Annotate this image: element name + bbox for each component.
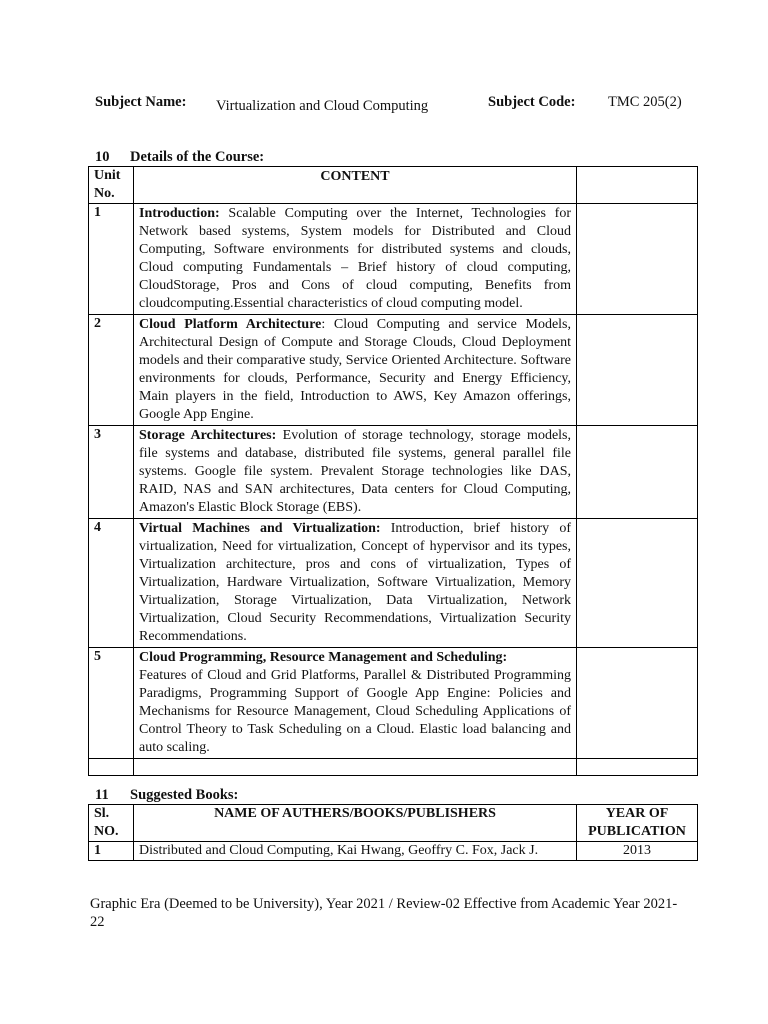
subject-code-label: Subject Code: — [488, 94, 576, 110]
unit-text: Features of Cloud and Grid Platforms, Parallel & Distributed Programming Paradigms, Programming Support of Google App Engine: Policies and Mechanisms for Resource Management, Cloud Scheduling Applications of Control Theory to Task Scheduling on a Cloud. Elastic load balancing and auto scaling. — [139, 668, 571, 755]
table-row — [89, 648, 698, 759]
empty-cell — [89, 759, 134, 776]
unit-number: 1 — [89, 204, 134, 315]
table-row — [89, 315, 698, 426]
subject-row — [0, 94, 768, 118]
extra-cell — [577, 315, 698, 426]
unit-title: Introduction: — [139, 206, 220, 221]
table-row — [89, 204, 698, 315]
page-footer: Graphic Era (Deemed to be University), Year 2021 / Review-02 Effective from Academic Year 2021-22 — [90, 896, 678, 930]
extra-cell — [577, 519, 698, 648]
unit-text: : Cloud Computing and service Models, Architectural Design of Compute and Storage Clouds, Cloud Deployment models and their comparative study, Service Oriented Architecture. Software environments for clouds, Performance, Security and Energy Efficiency, Main players in the field, Introduction to AWS, Key Amazon offerings, Google App Engine. — [139, 317, 571, 422]
unit-header: Unit No. — [89, 167, 134, 204]
course-section-heading — [95, 149, 264, 166]
unit-number: 5 — [89, 648, 134, 759]
books-table — [88, 804, 698, 861]
subject-code-value: TMC 205(2) — [608, 94, 682, 110]
books-section-heading — [95, 787, 238, 804]
table-row — [89, 842, 698, 861]
unit-title: Virtual Machines and Virtualization: — [139, 521, 381, 536]
unit-content — [134, 315, 577, 426]
unit-number: 2 — [89, 315, 134, 426]
course-table-header — [89, 167, 698, 204]
table-row — [89, 519, 698, 648]
books-section-number: 11 — [95, 787, 109, 803]
year-header: YEAR OF PUBLICATION — [577, 805, 698, 842]
course-section-title: Details of the Course: — [130, 149, 265, 165]
subject-name-label: Subject Name: — [95, 94, 187, 110]
unit-text: Evolution of storage technology, storage models, file systems and database, distributed file systems, general parallel file systems. Google file system. Prevalent Storage technologies like DAS, RAID, NAS and SAN architectures, Data centers for Cloud Computing, Amazon's Elastic Block Storage (EBS). — [139, 428, 571, 515]
unit-text: Scalable Computing over the Internet, Technologies for Network based systems, System models for Distributed and Cloud Computing, Software environments for distributed systems and clouds, Cloud computing Fundamentals – Brief history of cloud computing, CloudStorage, Pros and Cons of cloud computing, Benefits from cloudcomputing.Essential characteristics of cloud computing model. — [139, 206, 571, 311]
book-sl: 1 — [89, 842, 134, 861]
unit-title: Storage Architectures: — [139, 428, 277, 443]
book-year: 2013 — [577, 842, 698, 861]
books-table-header — [89, 805, 698, 842]
sl-header: Sl. NO. — [89, 805, 134, 842]
table-row — [89, 426, 698, 519]
empty-row — [89, 759, 698, 776]
unit-content — [134, 426, 577, 519]
extra-cell — [577, 204, 698, 315]
empty-cell — [577, 759, 698, 776]
unit-content — [134, 204, 577, 315]
empty-cell — [134, 759, 577, 776]
unit-content — [134, 519, 577, 648]
subject-name-value: Virtualization and Cloud Computing — [216, 98, 429, 114]
extra-cell — [577, 426, 698, 519]
course-section-number: 10 — [95, 149, 110, 165]
extra-cell — [577, 648, 698, 759]
unit-text: Introduction, brief history of virtualization, Need for virtualization, Concept of hypervisor and its types, Virtualization architecture, pros and cons of virtualization, Types of Virtualization, Hardware Virtualization, Software Virtualization, Memory Virtualization, Storage Virtualization, Data Virtualization, Network Virtualization, Cloud Security Recommendations, Virtualization Security Recommendations. — [139, 521, 572, 644]
books-section-title: Suggested Books: — [130, 787, 239, 803]
book-name: Distributed and Cloud Computing, Kai Hwang, Geoffry C. Fox, Jack J. — [134, 842, 577, 861]
unit-number: 4 — [89, 519, 134, 648]
unit-number: 3 — [89, 426, 134, 519]
course-table — [88, 166, 698, 776]
extra-header — [577, 167, 698, 204]
unit-title: Cloud Platform Architecture — [139, 317, 322, 332]
unit-content — [134, 648, 577, 759]
content-header: CONTENT — [134, 167, 577, 204]
name-header: NAME OF AUTHERS/BOOKS/PUBLISHERS — [134, 805, 577, 842]
unit-title: Cloud Programming, Resource Management and Scheduling: — [139, 650, 508, 665]
